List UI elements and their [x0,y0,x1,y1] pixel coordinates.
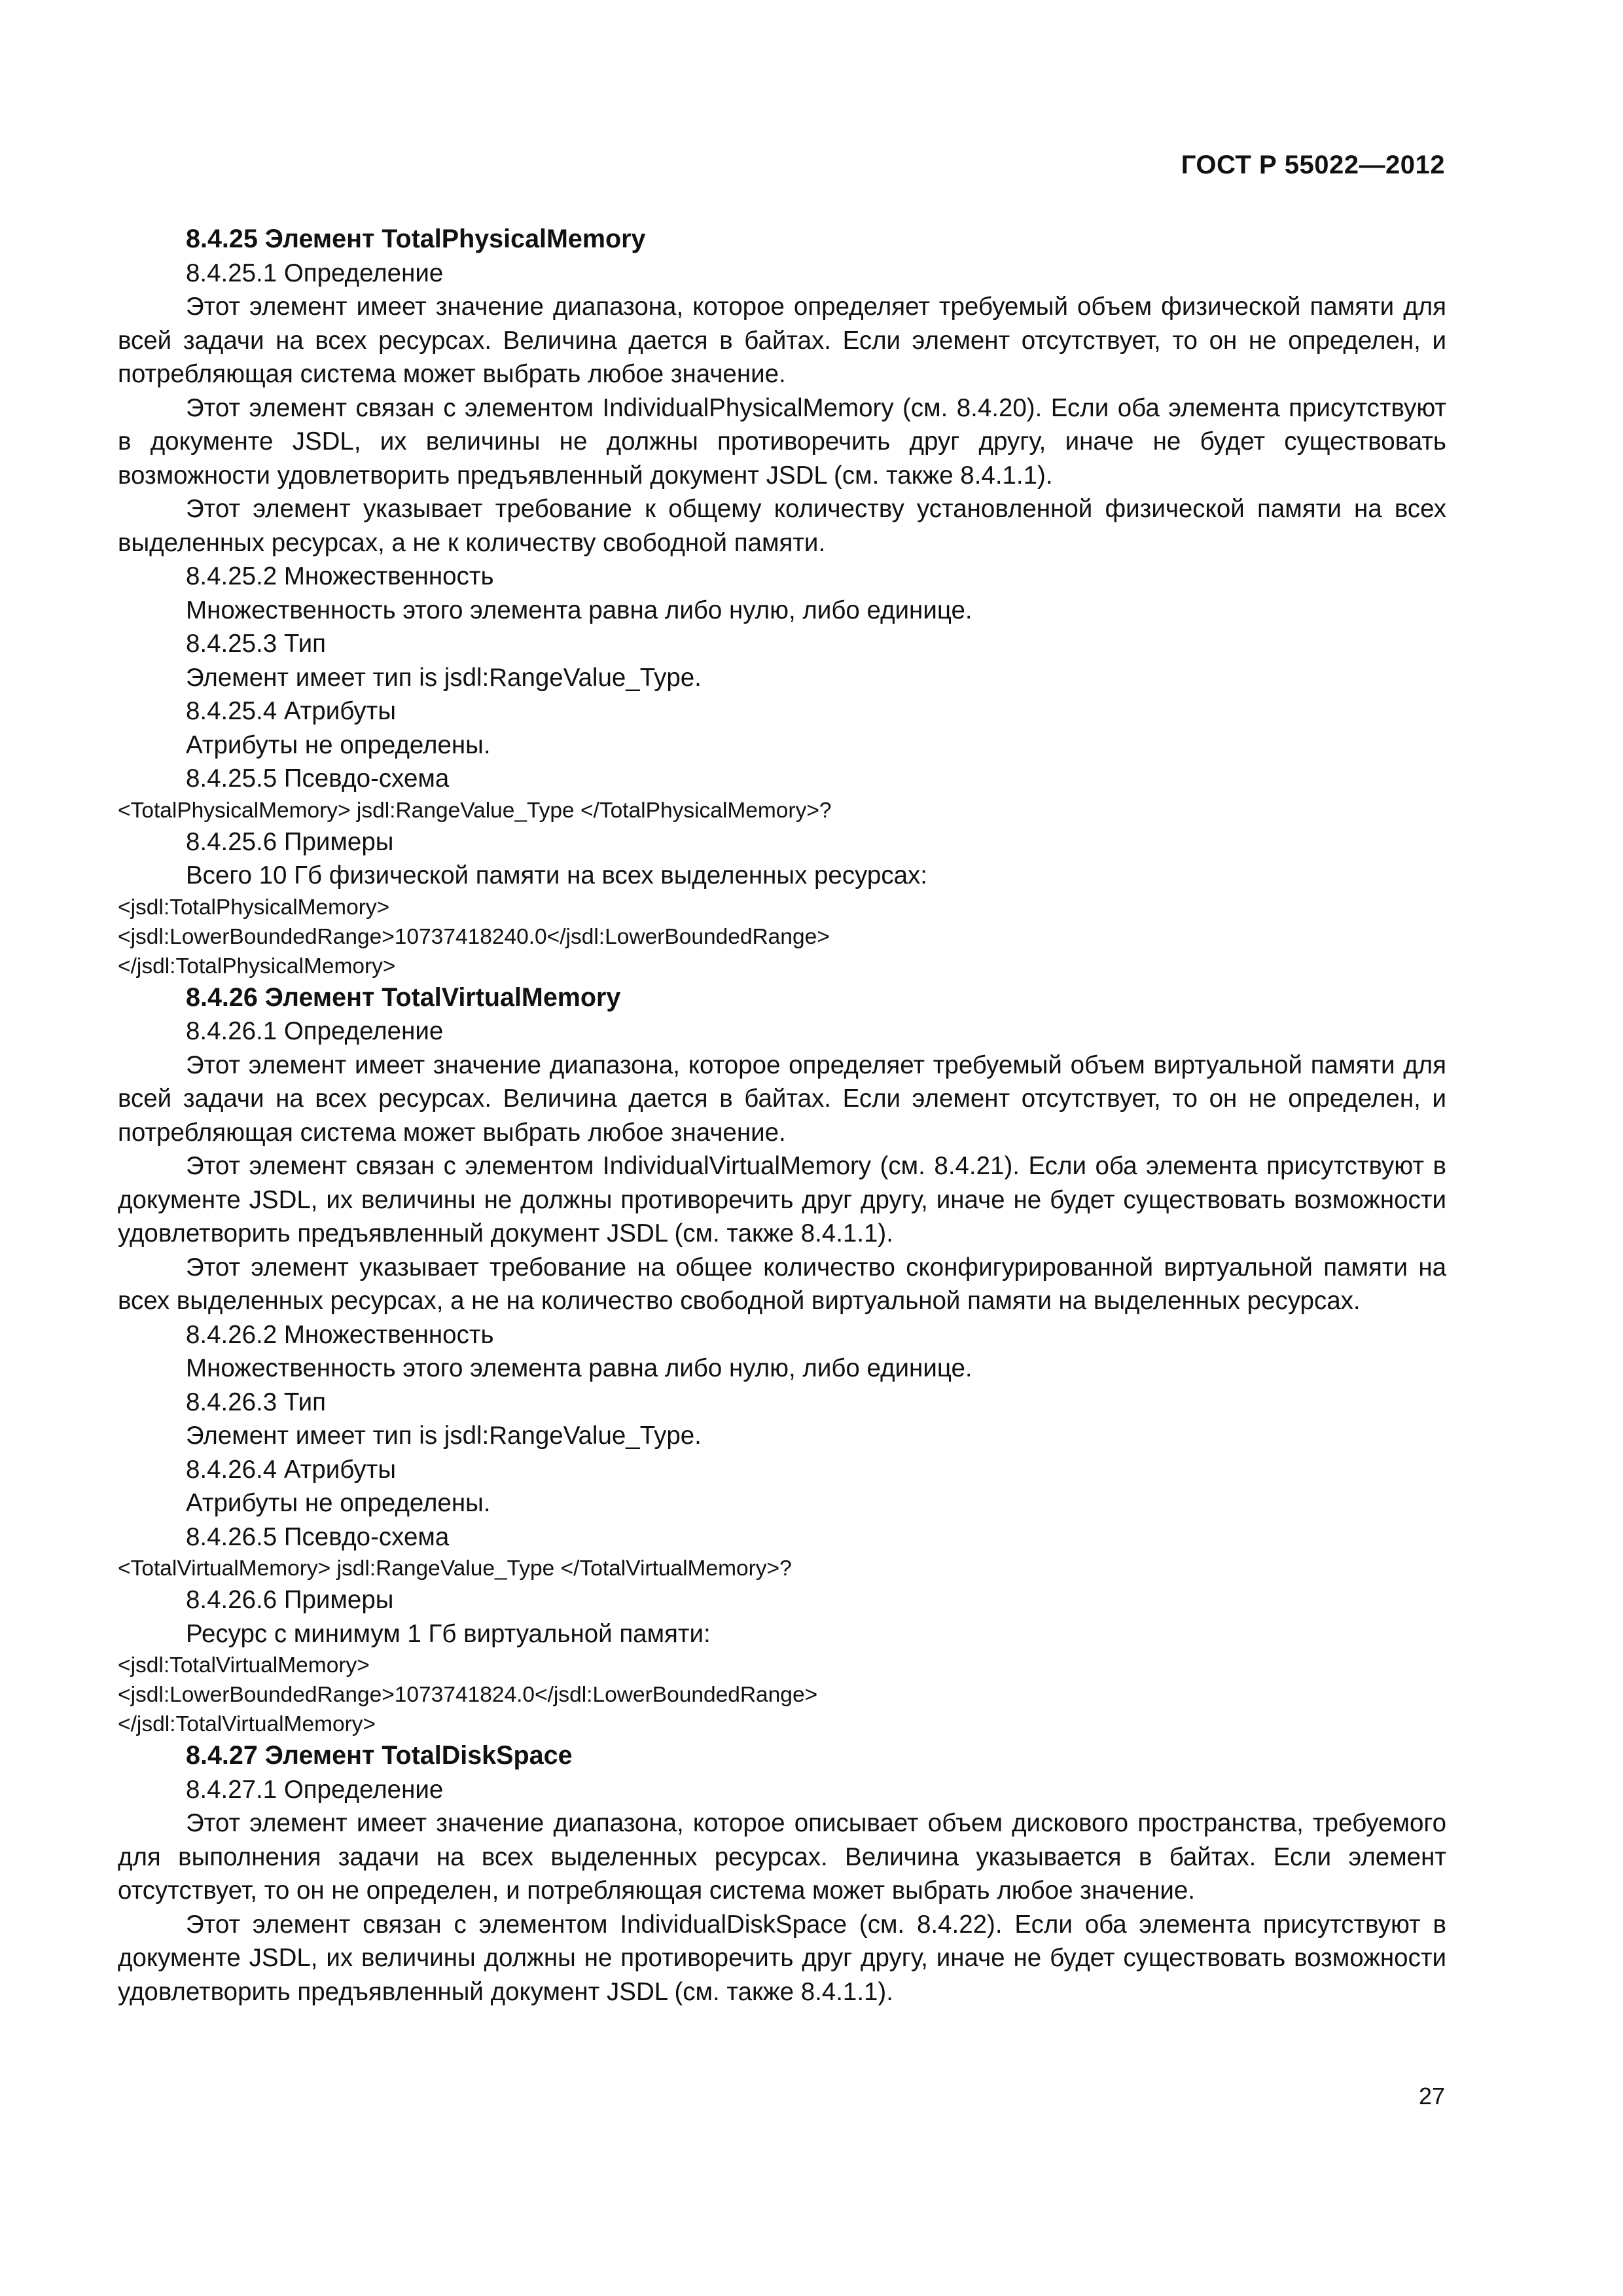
pseudo-schema-code: <TotalVirtualMemory> jsdl:RangeValue_Type </TotalVirtualMemory>? [118,1556,792,1581]
subsection-title: 8.4.26.5 Псевдо-схема [186,1522,450,1551]
section-heading: 8.4.27 Элемент TotalDiskSpace [186,1741,573,1770]
paragraph: Этот элемент имеет значение диапазона, которое определяет требуемый объем физической памяти для всей задачи на всех ресурсах. Величина дается в байтах. Если элемент отсутствует, то он не определен, и потребляющая система может выбрать любое значение. [118,293,1446,388]
paragraph: Элемент имеет тип is jsdl:RangeValue_Type. [186,663,702,692]
example-code-line: <jsdl:TotalVirtualMemory> [118,1653,370,1677]
subsection-title: 8.4.25.6 Примеры [186,827,394,856]
page-number: 27 [1418,2083,1445,2109]
standard-number: ГОСТ Р 55022—2012 [1181,151,1445,179]
subsection-title: 8.4.25.1 Определение [186,259,444,287]
paragraph: Атрибуты не определены. [186,1489,491,1517]
subsection-title: 8.4.25.3 Тип [186,630,327,658]
page-content [118,223,1446,2009]
pseudo-schema-code: <TotalPhysicalMemory> jsdl:RangeValue_Type </TotalPhysicalMemory>? [118,798,832,823]
paragraph: Этот элемент указывает требование к общему количеству установленной физической памяти на всех выделенных ресурсах, а не к количеству свободной памяти. [118,495,1446,557]
paragraph: Этот элемент указывает требование на общее количество сконфигурированной виртуальной памяти на всех выделенных ресурсах, а не на количество свободной виртуальной памяти на выделенных ресурсах. [118,1253,1446,1315]
example-code-line: <jsdl:LowerBoundedRange>10737418240.0</jsdl:LowerBoundedRange> [118,924,830,949]
paragraph: Множественность этого элемента равна либо нулю, либо единице. [186,1354,972,1382]
example-code-line: <jsdl:TotalPhysicalMemory> [118,895,390,920]
paragraph: Этот элемент имеет значение диапазона, которое определяет требуемый объем виртуальной памяти для всей задачи на всех ресурсах. Величина дается в байтах. Если элемент отсутствует, то он не определен, и потребляющая система может выбрать любое значение. [118,1050,1446,1147]
subsection-title: 8.4.26.2 Множественность [186,1320,494,1349]
subsection-title: 8.4.26.6 Примеры [186,1586,394,1614]
example-code-line: <jsdl:LowerBoundedRange>1073741824.0</jsdl:LowerBoundedRange> [118,1683,818,1707]
paragraph: Элемент имеет тип is jsdl:RangeValue_Type. [186,1422,702,1450]
example-code-line: </jsdl:TotalVirtualMemory> [118,1712,376,1736]
section-heading: 8.4.26 Элемент TotalVirtualMemory [186,982,621,1012]
paragraph: Всего 10 Гб физической памяти на всех выделенных ресурсах: [186,861,927,889]
subsection-title: 8.4.25.5 Псевдо-схема [186,764,450,793]
subsection-title: 8.4.27.1 Определение [186,1775,444,1804]
paragraph: Атрибуты не определены. [186,730,491,759]
paragraph: Ресурс с минимум 1 Гб виртуальной памяти: [186,1619,711,1648]
subsection-title: 8.4.26.4 Атрибуты [186,1455,396,1484]
paragraph: Множественность этого элемента равна либо нулю, либо единице. [186,596,972,624]
paragraph: Этот элемент связан с элементом IndividualDiskSpace (см. 8.4.22). Если оба элемента присутствуют в документе JSDL, их величины должны не противоречить друг другу, иначе не будет существовать возможности удовлетворить предъявленный документ JSDL (см. также 8.4.1.1). [118,1910,1446,2006]
paragraph: Этот элемент имеет значение диапазона, которое описывает объем дискового пространства, требуемого для выполнения задачи на всех выделенных ресурсах. Величина указывается в байтах. Если элемент отсутствует, то он не определен, и потребляющая система может выбрать любое значение. [118,1809,1446,1905]
example-code-line: </jsdl:TotalPhysicalMemory> [118,954,396,978]
subsection-title: 8.4.26.1 Определение [186,1017,444,1045]
subsection-title: 8.4.25.4 Атрибуты [186,697,396,725]
subsection-title: 8.4.26.3 Тип [186,1388,327,1416]
paragraph: Этот элемент связан с элементом IndividualVirtualMemory (см. 8.4.21). Если оба элемента присутствуют в документе JSDL, их величины не должны противоречить друг другу, иначе не будет существовать возможности удовлетворить предъявленный документ JSDL (см. также 8.4.1.1). [118,1152,1446,1247]
subsection-title: 8.4.25.2 Множественность [186,562,494,590]
paragraph: Этот элемент связан с элементом IndividualPhysicalMemory (см. 8.4.20). Если оба элемента присутствуют в документе JSDL, их величины не должны противоречить друг другу, иначе не будет существовать возможности удовлетворить предъявленный документ JSDL (см. также 8.4.1.1). [118,393,1446,490]
section-heading: 8.4.25 Элемент TotalPhysicalMemory [186,224,646,253]
